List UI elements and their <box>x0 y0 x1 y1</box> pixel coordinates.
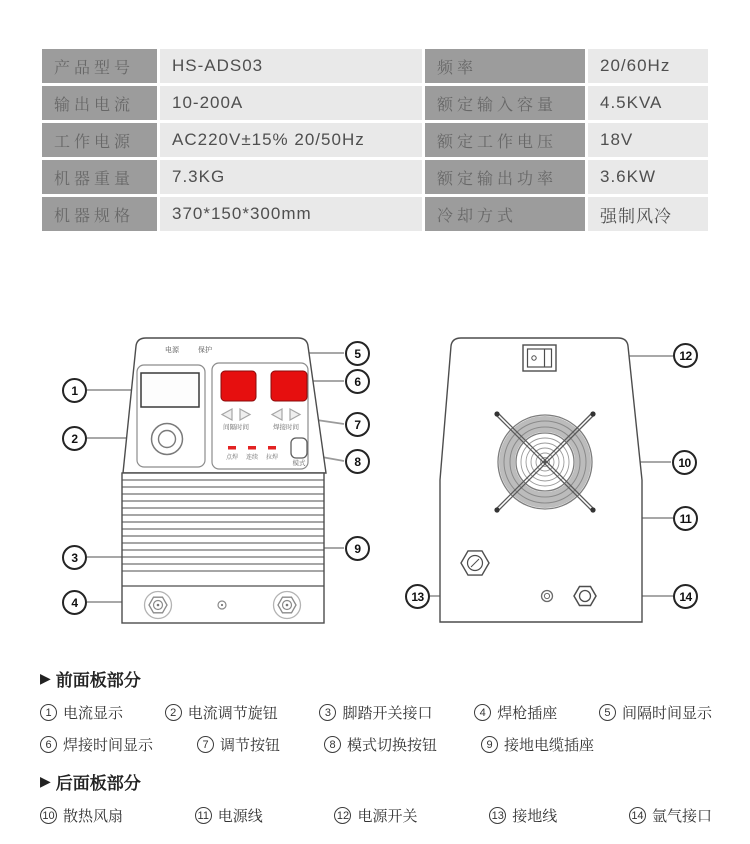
legend-item <box>40 702 123 723</box>
table-row <box>42 197 708 231</box>
spec-table <box>39 46 711 234</box>
spot-mode-label: 点焊 <box>225 455 239 461</box>
callout-6: 6 <box>345 369 370 394</box>
spec-label-cell: 额定输入容量 <box>425 86 585 120</box>
legend-item <box>599 702 712 723</box>
legend-item <box>165 702 278 723</box>
back-panel-section-title <box>40 769 712 794</box>
spec-label-cell: 冷却方式 <box>425 197 585 231</box>
interval-time-label: 间隔时间 <box>223 424 249 431</box>
legend-label: 电流显示 <box>63 705 124 722</box>
legend-label: 电流调节旋钮 <box>187 705 278 722</box>
legend-num: 7 <box>197 736 214 753</box>
section-marker-icon: ▶ <box>40 670 51 686</box>
legend-item <box>481 734 594 755</box>
front-panel-title-text: 前面板部分 <box>55 671 141 690</box>
drag-mode-label: 拉焊 <box>265 455 279 461</box>
legend-num: 6 <box>40 736 57 753</box>
drag-mode-led <box>268 446 276 450</box>
legend-back-row <box>40 805 712 826</box>
legend-num: 8 <box>324 736 341 753</box>
legend-label: 散热风扇 <box>63 808 124 825</box>
callout-4: 4 <box>62 590 87 615</box>
power-indicator-label: 电源 <box>165 347 179 354</box>
legend-label: 接地电缆插座 <box>504 737 595 754</box>
table-row <box>42 86 708 120</box>
protect-indicator-label: 保护 <box>198 347 212 354</box>
spec-value-cell: AC220V±15% 20/50Hz <box>160 123 422 157</box>
spec-value-cell: 370*150*300mm <box>160 197 422 231</box>
legend-label: 调节按钮 <box>220 737 281 754</box>
cont-mode-label: 连续 <box>245 455 259 461</box>
front-panel-section-title <box>40 666 712 691</box>
legend-item <box>40 805 123 826</box>
legend-item <box>197 734 280 755</box>
legend-num: 9 <box>481 736 498 753</box>
legend-num: 4 <box>474 704 491 721</box>
callout-12: 12 <box>673 343 698 368</box>
spec-value-cell: 20/60Hz <box>588 49 708 83</box>
legend-num: 14 <box>629 807 646 824</box>
spot-mode-led <box>228 446 236 450</box>
legend-label: 脚踏开关接口 <box>342 705 433 722</box>
legend-label: 焊接时间显示 <box>63 737 154 754</box>
table-row <box>42 123 708 157</box>
ground-wire-stud <box>542 591 553 602</box>
legend-item <box>489 805 557 826</box>
legend-num: 3 <box>319 704 336 721</box>
legend-label: 接地线 <box>512 808 558 825</box>
spec-label-cell: 频率 <box>425 49 585 83</box>
callout-11: 11 <box>673 506 698 531</box>
legend-num: 13 <box>489 807 506 824</box>
callout-14: 14 <box>673 584 698 609</box>
back-panel-diagram <box>440 338 642 622</box>
legend-item <box>334 805 417 826</box>
spec-label-cell: 额定输出功率 <box>425 160 585 194</box>
spec-label-cell: 产品型号 <box>42 49 157 83</box>
legend-item <box>40 734 153 755</box>
interval-time-display <box>221 371 256 401</box>
argon-gas-port[interactable] <box>574 587 596 606</box>
callout-7: 7 <box>345 412 370 437</box>
callout-5: 5 <box>345 341 370 366</box>
legend-label: 电源开关 <box>357 808 418 825</box>
legend <box>40 666 712 826</box>
spec-label-cell: 工作电源 <box>42 123 157 157</box>
callout-10: 10 <box>672 450 697 475</box>
spec-label-cell: 额定工作电压 <box>425 123 585 157</box>
cont-mode-led <box>248 446 256 450</box>
callout-8: 8 <box>345 449 370 474</box>
weld-time-label: 焊接时间 <box>273 424 299 431</box>
spec-label-cell: 机器规格 <box>42 197 157 231</box>
callout-1: 1 <box>62 378 87 403</box>
legend-num: 10 <box>40 807 57 824</box>
legend-front-row-1 <box>40 702 712 723</box>
legend-front-row-2 <box>40 734 712 755</box>
spec-label-cell: 机器重量 <box>42 160 157 194</box>
mode-leds <box>228 446 276 450</box>
spec-value-cell: 强制风冷 <box>588 197 708 231</box>
callout-9: 9 <box>345 536 370 561</box>
back-panel-title-text: 后面板部分 <box>55 774 141 793</box>
current-display <box>141 373 199 407</box>
legend-num: 2 <box>165 704 182 721</box>
legend-label: 焊枪插座 <box>497 705 558 722</box>
spec-value-cell: 18V <box>588 123 708 157</box>
legend-item <box>319 702 432 723</box>
mode-button[interactable] <box>291 438 307 458</box>
power-cord-gland <box>461 551 489 575</box>
callout-3: 3 <box>62 545 87 570</box>
machine-diagrams <box>0 325 750 670</box>
weld-time-display <box>271 371 307 401</box>
legend-item <box>195 805 263 826</box>
spec-value-cell: 10-200A <box>160 86 422 120</box>
legend-num: 5 <box>599 704 616 721</box>
power-switch[interactable] <box>523 345 556 371</box>
table-row <box>42 160 708 194</box>
legend-label: 电源线 <box>217 808 263 825</box>
legend-label: 氩气接口 <box>651 808 712 825</box>
spec-label-cell: 输出电流 <box>42 86 157 120</box>
callout-13: 13 <box>405 584 430 609</box>
front-panel-diagram <box>122 338 326 623</box>
spec-value-cell: 7.3KG <box>160 160 422 194</box>
legend-item <box>474 702 557 723</box>
legend-num: 1 <box>40 704 57 721</box>
legend-num: 12 <box>334 807 351 824</box>
legend-label: 模式切换按钮 <box>347 737 438 754</box>
current-knob[interactable] <box>152 424 183 455</box>
spec-value-cell: 4.5KVA <box>588 86 708 120</box>
legend-num: 11 <box>195 807 212 824</box>
mode-button-label: 模式 <box>292 460 306 467</box>
legend-label: 间隔时间显示 <box>621 705 712 722</box>
spec-value-cell: HS-ADS03 <box>160 49 422 83</box>
table-row <box>42 49 708 83</box>
legend-item <box>629 805 712 826</box>
callout-2: 2 <box>62 426 87 451</box>
spec-value-cell: 3.6KW <box>588 160 708 194</box>
section-marker-icon: ▶ <box>40 773 51 789</box>
legend-item <box>324 734 437 755</box>
